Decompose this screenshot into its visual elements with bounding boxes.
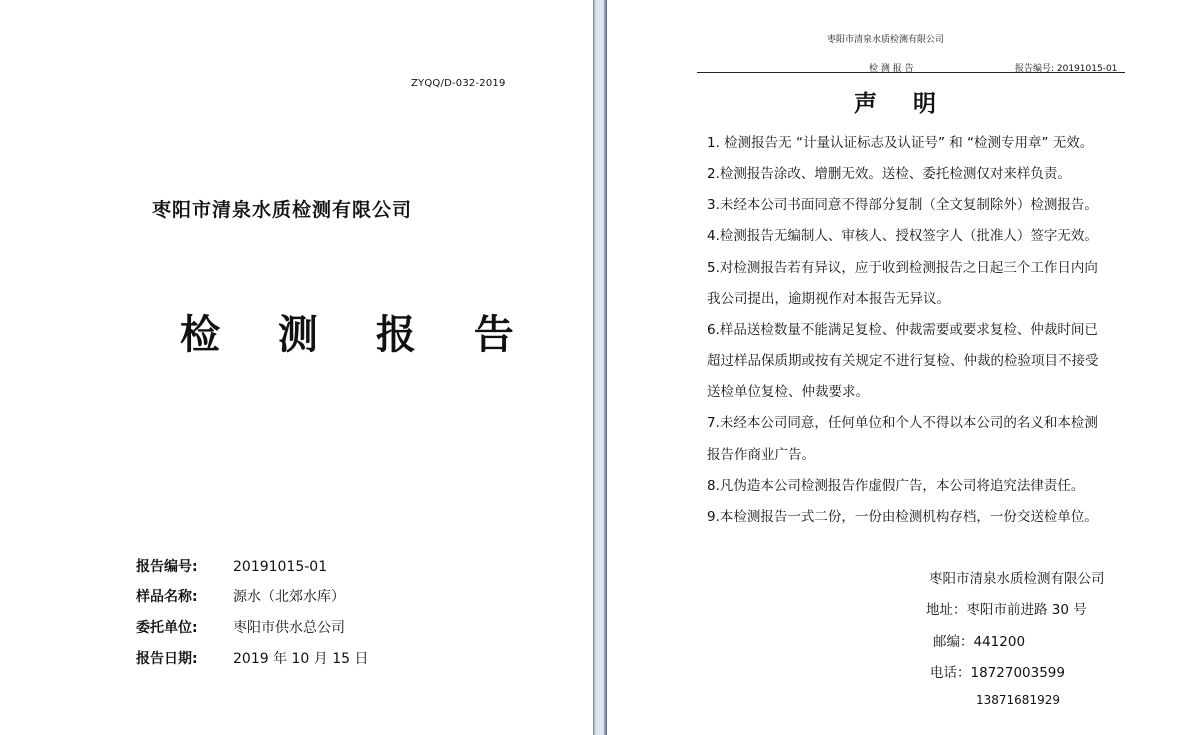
declaration-line: 5.对检测报告若有异议，应于收到检测报告之日起三个工作日内向 bbox=[707, 260, 1098, 276]
header-report-number: 报告编号: 20191015-01 bbox=[1015, 64, 1118, 74]
info-row-sample-name bbox=[136, 586, 345, 606]
declaration-line: 超过样品保质期或按有关规定不进行复检、仲裁的检验项目不接受 bbox=[707, 353, 1099, 369]
contact-company: 枣阳市清泉水质检测有限公司 bbox=[929, 571, 1105, 587]
info-value: 源水（北郊水库） bbox=[233, 589, 345, 605]
info-label: 样品名称: bbox=[136, 589, 198, 605]
cover-title: 检 测 报 告 bbox=[180, 311, 536, 358]
declaration-title: 声 明 bbox=[854, 90, 951, 117]
contact-phone-2: 13871681929 bbox=[976, 693, 1060, 707]
header-company-name: 枣阳市清泉水质检测有限公司 bbox=[827, 35, 945, 45]
declaration-line: 2.检测报告涂改、增删无效。送检、委托检测仅对来样负责。 bbox=[707, 166, 1071, 182]
cover-page bbox=[0, 0, 593, 735]
info-value: 20191015-01 bbox=[233, 559, 328, 575]
contact-address: 地址：枣阳市前进路 30 号 bbox=[926, 602, 1087, 618]
info-label: 委托单位: bbox=[136, 620, 198, 636]
header-report-label: 检 测 报 告 bbox=[869, 64, 914, 74]
declaration-line: 3.未经本公司书面同意不得部分复制（全文复制除外）检测报告。 bbox=[707, 197, 1098, 213]
header-rule bbox=[697, 72, 1125, 73]
declaration-line: 1. 检测报告无 “计量认证标志及认证号” 和 “检测专用章” 无效。 bbox=[707, 135, 1094, 151]
page-gap bbox=[593, 0, 607, 735]
declaration-line: 4.检测报告无编制人、审核人、授权签字人（批准人）签字无效。 bbox=[707, 228, 1098, 244]
info-value: 枣阳市供水总公司 bbox=[233, 620, 345, 636]
info-row-client bbox=[136, 617, 345, 637]
info-row-report-date bbox=[136, 648, 369, 668]
cover-company-name: 枣阳市清泉水质检测有限公司 bbox=[152, 199, 413, 221]
info-label: 报告日期: bbox=[136, 651, 198, 667]
declaration-line: 7.未经本公司同意，任何单位和个人不得以本公司的名义和本检测 bbox=[707, 415, 1098, 431]
contact-phone: 电话：18727003599 bbox=[930, 665, 1065, 681]
declaration-line: 送检单位复检、仲裁要求。 bbox=[707, 384, 869, 400]
declaration-line: 9.本检测报告一式二份，一份由检测机构存档，一份交送检单位。 bbox=[707, 509, 1098, 525]
declaration-line: 我公司提出，逾期视作对本报告无异议。 bbox=[707, 291, 950, 307]
declaration-line: 6.样品送检数量不能满足复检、仲裁需要或要求复检、仲裁时间已 bbox=[707, 322, 1098, 338]
info-value: 2019 年 10 月 15 日 bbox=[233, 651, 369, 667]
document-code: ZYQQ/D-032-2019 bbox=[411, 78, 506, 89]
info-label: 报告编号: bbox=[136, 559, 198, 575]
info-row-report-number bbox=[136, 556, 327, 576]
contact-postcode: 邮编：441200 bbox=[933, 634, 1026, 650]
declaration-line: 报告作商业广告。 bbox=[707, 447, 815, 463]
declaration-page bbox=[607, 0, 1203, 735]
declaration-line: 8.凡伪造本公司检测报告作虚假广告，本公司将追究法律责任。 bbox=[707, 478, 1085, 494]
